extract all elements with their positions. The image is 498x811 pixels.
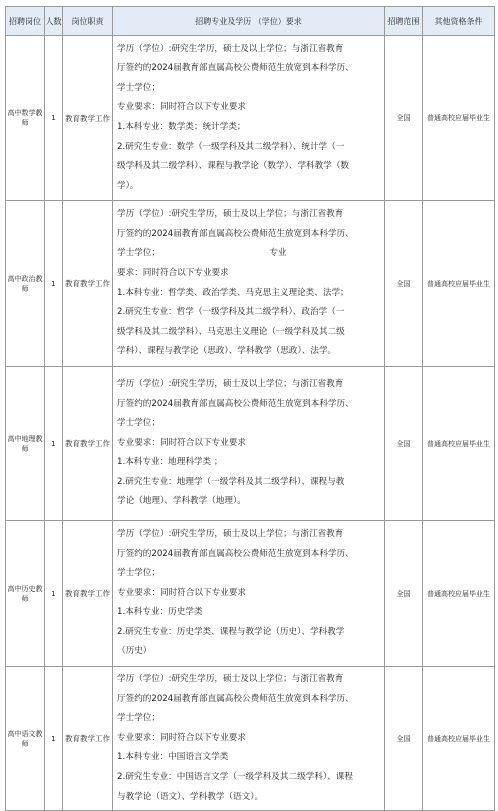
requirement-line: 学历（学位）:研究生学历，硕士及以上学位；与浙江省教育	[117, 378, 344, 389]
cell-scope: 全国	[385, 36, 423, 201]
cell-other: 普通高校应届毕业生	[423, 201, 495, 367]
requirement-line: 厅签约的2024届教育部直属高校公费师范生放宽到本科学历、	[117, 548, 354, 559]
requirement-line: 级学科及其二级学科）、马克思主义理论（一级学科及其二级	[117, 326, 345, 337]
cell-count: 1	[45, 521, 63, 667]
cell-other: 普通高校应届毕业生	[423, 367, 495, 521]
cell-requirements	[113, 201, 385, 367]
requirement-line: 专业要求：同时符合以下专业要求	[117, 102, 246, 113]
recruitment-table-container	[5, 6, 494, 811]
cell-other: 普通高校应届毕业生	[423, 521, 495, 667]
requirement-line: 专业要求：同时符合以下专业要求	[117, 587, 246, 598]
cell-count: 1	[45, 201, 63, 367]
cell-post: 高中数学教师	[6, 36, 45, 201]
cell-requirements	[113, 521, 385, 667]
requirement-line: 1.本科专业：地理科学类 ；	[117, 457, 223, 468]
requirement-line: 学历（学位）:研究生学历，硕士及以上学位；与浙江省教育	[117, 674, 344, 684]
cell-duty: 教育教学工作	[63, 667, 113, 811]
header-post: 招聘岗位	[6, 7, 45, 36]
requirement-line: 学士学位；	[117, 568, 160, 579]
cell-requirements	[113, 367, 385, 521]
cell-post: 高中政治教师	[6, 201, 45, 367]
header-duty: 岗位职责	[63, 7, 113, 36]
requirement-line: 1.本科专业：中国语言文学类	[117, 752, 229, 763]
table-row	[6, 521, 495, 667]
requirement-line: 厅签约的2024届教育部直属高校公费师范生放宽到本科学历、	[117, 693, 354, 704]
cell-post: 高中语文教师	[6, 667, 45, 811]
requirement-line: 学士学位；	[117, 713, 160, 724]
cell-count: 1	[45, 367, 63, 521]
cell-other: 普通高校应届毕业生	[423, 36, 495, 201]
requirement-line: 学科）、课程与教学论（思政）、学科教学（思政）、法学。	[117, 346, 337, 357]
header-count: 人数	[45, 7, 63, 36]
requirement-line: 学士学位；	[117, 418, 160, 429]
requirement-line: 学士学位； 专业	[117, 248, 287, 259]
header-requirements: 招聘专业及学历 （学位）要求	[113, 7, 385, 36]
cell-count: 1	[45, 36, 63, 201]
requirement-line: 1.本科专业：哲学类、政治学类、马克思主义理论类、法学；	[117, 287, 349, 298]
requirement-line: 学历（学位）:研究生学历，硕士及以上学位；与浙江省教育	[117, 209, 344, 220]
cell-scope: 全国	[385, 201, 423, 367]
cell-count: 1	[45, 667, 63, 811]
table-row	[6, 367, 495, 521]
requirement-line: 厅签约的2024届教育部直属高校公费师范生放宽到本科学历、	[117, 398, 354, 409]
requirement-line: 学论（地理）、学科教学（地理）。	[117, 496, 246, 507]
requirement-line: 2.研究生专业：地理学（一级学科及其二级学科）、课程与教	[117, 476, 345, 487]
table-row	[6, 201, 495, 367]
requirement-line: 1.本科专业：数学类；统计学类；	[117, 122, 246, 132]
table-header-row	[6, 7, 495, 36]
requirement-line: 1.本科专业：历史学类	[117, 607, 203, 618]
cell-post: 高中历史教师	[6, 521, 45, 667]
requirement-line: 级学科及其二级学科）、课程与教学论（数学）、学科教学（数	[117, 161, 350, 172]
requirement-line: 2.研究生专业：数学（一级学科及其二级学科）、统计学（一	[117, 141, 345, 152]
cell-requirements	[113, 667, 385, 811]
recruitment-table	[5, 6, 495, 811]
cell-duty: 教育教学工作	[63, 201, 113, 367]
cell-duty: 教育教学工作	[63, 36, 113, 201]
cell-scope: 全国	[385, 521, 423, 667]
cell-duty: 教育教学工作	[63, 521, 113, 667]
requirement-line: 2.研究生专业：历史学类、课程与教学论（历史）、学科教学	[117, 626, 345, 637]
cell-requirements	[113, 36, 385, 201]
requirement-line: （历史）	[117, 646, 152, 657]
requirement-line: 学历（学位）:研究生学历，硕士及以上学位；与浙江省教育	[117, 528, 344, 539]
requirement-line: 厅签约的2024届教育部直属高校公费师范生放宽到本科学历、	[117, 63, 354, 74]
cell-scope: 全国	[385, 367, 423, 521]
requirement-line: 学历（学位）:研究生学历，硕士及以上学位；与浙江省教育	[117, 43, 344, 54]
table-row	[6, 36, 495, 201]
table-row	[6, 667, 495, 811]
cell-other: 普通高校应届毕业生	[423, 667, 495, 811]
header-scope: 招聘范围	[385, 7, 423, 36]
requirement-line: 与教学论（语文）、学科教学（语文）。	[117, 791, 264, 802]
requirement-line: 厅签约的2024届教育部直属高校公费师范生放宽到本科学历、	[117, 228, 354, 239]
requirement-line: 2.研究生专业：中国语言文学（一级学科及其二级学科）、课程	[117, 771, 353, 782]
cell-duty: 教育教学工作	[63, 367, 113, 521]
requirement-line: 学）。	[117, 180, 139, 191]
requirement-line: 2.研究生专业：哲学（一级学科及其二级学科）、政治学（一	[117, 307, 345, 318]
requirement-line: 专业要求：同时符合以下专业要求	[117, 437, 246, 448]
requirement-line: 专业要求：同时符合以下专业要求	[117, 732, 246, 743]
requirement-line: 要求：同时符合以下专业要求	[117, 267, 229, 278]
cell-scope: 全国	[385, 667, 423, 811]
header-other: 其他资格条件	[423, 7, 495, 36]
requirement-line: 学士学位；	[117, 82, 160, 93]
cell-post: 高中地理教师	[6, 367, 45, 521]
